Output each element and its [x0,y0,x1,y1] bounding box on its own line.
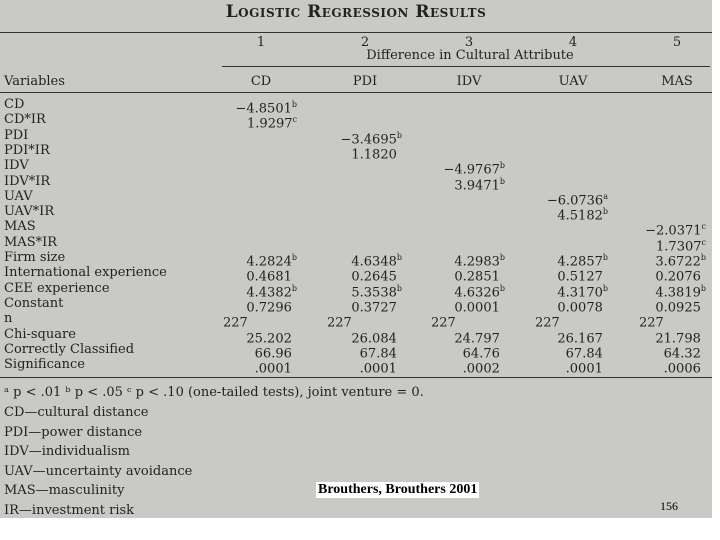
cell-value: 0.3727 [351,300,397,316]
cell-value: 24.797 [454,330,500,346]
row-label: IDV [4,158,29,174]
cell-value: 5.3538 [351,284,397,300]
cell-value: 0.0001 [454,300,500,316]
significance-marker: b [499,176,505,186]
table-row [0,280,712,300]
table-cell [405,357,505,376]
cell-value: .0001 [359,361,397,377]
cell-value: 67.84 [359,346,397,362]
table-row [0,219,712,239]
column-number: 3 [464,35,474,50]
column-number: 2 [360,35,370,50]
row-label: IDV*IR [4,173,51,189]
cell-value: 21.798 [655,330,701,346]
cell-value: 4.3819 [655,284,701,300]
citation: Brouthers, Brouthers 2001 [318,482,478,497]
table-title: Logistic Regression Results [225,2,487,22]
cell-value: 0.2851 [454,269,500,285]
cell-value: 0.0925 [655,300,701,316]
cell-value: 67.84 [565,346,603,362]
table-row [0,295,712,316]
row-label: Chi-square [4,326,76,342]
cell-value: 4.6348 [351,254,397,270]
cell-value: 0.0078 [557,300,603,316]
row-label: CD [4,97,25,112]
row-label: CEE experience [4,280,110,296]
cell-value: 66.96 [254,346,292,362]
cell-value: 227 [223,315,248,331]
table-row [0,326,712,346]
table-row [0,265,712,285]
significance-marker: b [396,130,402,140]
table-row [0,250,712,270]
cell-value: 0.2076 [655,269,701,285]
column-header: CD [250,74,272,89]
table-row [0,112,712,132]
cell-value: 4.2983 [454,254,500,270]
cell-value: 64.76 [462,346,500,362]
cell-value: 0.2645 [351,269,397,285]
significance-marker: c [701,222,706,232]
column-subheader: Difference in Cultural Attribute [366,48,574,63]
cell-value: 64.32 [663,346,701,362]
bottom-rule [0,377,712,378]
cell-value: 0.4681 [246,269,292,285]
column-header: IDV [456,74,482,89]
cell-value: .0002 [462,361,500,377]
abbreviation-item: MAS—masculinity [4,483,125,498]
cell-value: 3.6722 [655,254,701,270]
cell-value: 4.5182 [557,208,603,224]
row-label: PDI [4,127,29,143]
cell-value: .0006 [663,361,701,377]
cell-value: 4.2824 [246,254,292,270]
abbreviation-item: PDI—power distance [4,424,143,440]
significance-marker: b [700,253,706,262]
cell-value: 4.2857 [557,254,603,270]
top-rule [0,32,712,33]
cell-value: .0001 [254,361,292,377]
table-cell [606,357,706,376]
abbreviation-item: UAV—uncertainty avoidance [4,463,193,479]
cell-value: 227 [431,315,456,331]
subheader-rule [222,66,710,67]
significance-marker: b [396,283,402,293]
cell-value: −2.0371 [645,223,702,239]
row-label: MAS [4,219,36,235]
significance-marker: b [291,253,297,262]
cell-value: 1.7307 [656,239,702,255]
variables-header: Variables [4,74,65,89]
column-header: PDI [352,74,378,89]
table-cell [302,357,402,376]
significance-marker: c [292,115,297,125]
cell-value: 1.1820 [351,147,397,163]
significance-marker: b [396,253,402,262]
table-row [0,127,712,147]
significance-marker: b [291,283,297,293]
table-row [0,158,712,178]
table-cell [508,357,608,376]
row-label: PDI*IR [4,142,50,158]
cell-value: 0.5127 [557,269,603,285]
column-header: MAS [661,74,693,89]
table-row [0,357,712,377]
table-row [0,173,712,193]
significance-marker: b [602,207,608,217]
page-number: 156 [660,499,678,513]
column-number: 4 [568,35,578,50]
row-label: UAV [4,188,33,204]
row-label: Significance [4,357,85,373]
cell-value: 0.7296 [246,300,292,316]
row-label: Correctly Classified [4,341,135,357]
cell-value: 227 [639,315,664,331]
row-label: n [4,311,13,327]
significance-marker: b [602,283,608,293]
row-label: UAV*IR [4,204,55,220]
significance-marker: b [291,100,297,109]
cell-value: .0001 [565,361,603,377]
table-row [0,234,712,255]
header-rule [0,92,712,93]
table-row [0,97,712,117]
abbreviation-item: IDV—individualism [4,444,130,459]
table-cell [197,357,297,376]
cell-value: −4.9767 [443,162,500,178]
cell-value: 25.202 [246,330,292,346]
cell-value: 3.9471 [454,177,500,193]
significance-marker: b [602,253,608,262]
significance-marker: c [701,237,706,247]
row-label: MAS*IR [4,234,58,250]
cell-value: −4.8501 [235,101,292,117]
table-row [0,204,712,224]
significance-marker: a [603,191,608,201]
table-row [0,341,712,362]
column-header: UAV [558,74,588,89]
significance-marker: b [499,253,505,262]
cell-value: 4.4382 [246,284,292,300]
table-row [0,142,712,163]
column-number: 1 [256,35,266,50]
row-label: Firm size [4,250,66,265]
cell-value: 26.084 [351,330,397,346]
cell-value: 4.6326 [454,284,500,300]
cell-value: −6.0736 [546,193,604,209]
abbreviation-item: CD—cultural distance [4,405,149,420]
table-row [0,188,712,209]
cell-value: 26.167 [557,330,603,346]
cell-value: 1.9297 [247,116,293,132]
row-label: CD*IR [4,112,46,128]
significance-marker: b [499,283,505,293]
cell-value: 4.3170 [557,284,603,300]
cell-value: −3.4695 [340,131,397,147]
cell-value: 227 [535,315,560,331]
column-number: 5 [672,35,682,50]
significance-marker: b [700,283,706,293]
table-row [0,311,712,331]
significance-marker: b [499,161,505,171]
significance-note: ᵃ p < .01 ᵇ p < .05 ᶜ p < .10 (one-tailed tests), joint venture = 0. [4,385,424,400]
row-label: Constant [4,295,64,311]
cell-value: 227 [327,315,352,331]
row-label: International experience [4,265,167,281]
abbreviation-item: IR—investment risk [4,502,135,518]
